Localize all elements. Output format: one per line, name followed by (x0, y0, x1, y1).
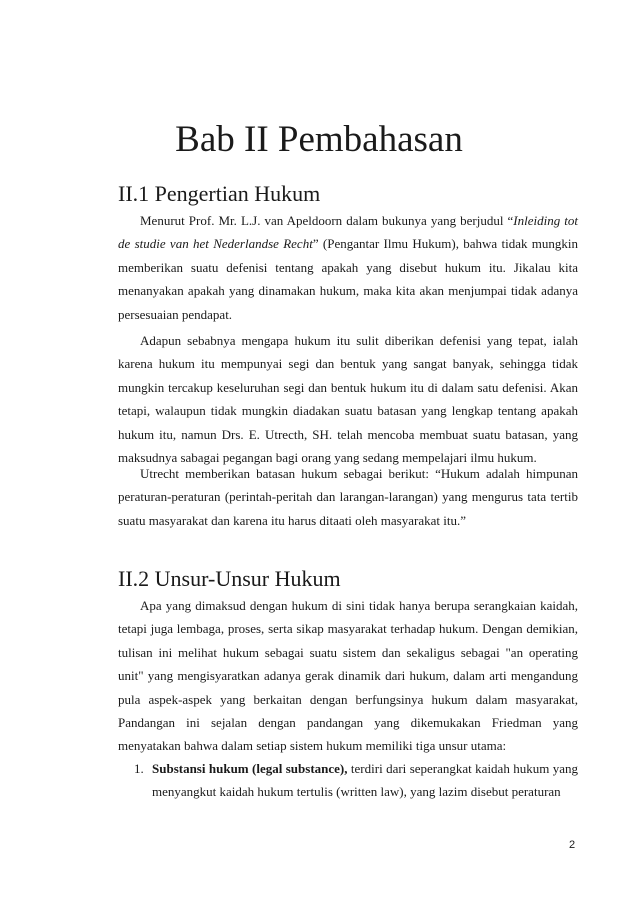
list-item-text: terdiri dari seperangkat kaidah hukum yang menyangkut kaidah hukum tertulis (written law), yang lazim disebut peraturan (152, 761, 578, 800)
paragraph-text: ” (Pengantar Ilmu Hukum), bahwa tidak mungkin memberikan suatu defenisi tentang apakah yang disebut hukum itu. Jikalau kita menanyakan apakah yang dinamakan hukum, maka kita akan menjumpai tidak adanya persesuaian pendapat. (118, 236, 579, 322)
paragraph: Adapun sebabnya mengapa hukum itu sulit diberikan defenisi yang tepat, ialah karena hukum itu mempunyai segi dan bentuk yang sangat banyak, sehingga tidak mungkin tercakup keseluruhan segi dan bentuk hukum itu di dalam satu defenisi. Akan tetapi, walaupun tidak mungkin diadakan suatu batasan yang lengkap tentang apakah hukum itu, namun Drs. E. Utrecth, SH. telah mencoba membuat suatu batasan, yang maksudnya sabagai pegangan bagi orang yang sedang mempelajari ilmu hukum. (118, 333, 578, 466)
chapter-title: Bab II Pembahasan (175, 119, 463, 160)
section-heading-pengertian-hukum: II.1 Pengertian Hukum (118, 181, 321, 206)
section-heading-unsur-unsur-hukum: II.2 Unsur-Unsur Hukum (118, 566, 341, 591)
numbered-list (118, 757, 578, 804)
paragraph: Apa yang dimaksud dengan hukum di sini tidak hanya berupa serangkaian kaidah, tetapi juga lembaga, proses, serta sikap masyarakat terhadap hukum. Dengan demikian, tulisan ini melihat hukum sebagai suatu sistem dan sekaligus sebagai "an operating unit" yang mengisyaratkan adanya gerak dinamik dari hukum, dalam arti mengandung pula aspek-aspek yang berkaitan dengan berfungsinya hukum dalam masyarakat, Pandangan ini sejalan dengan pandangan yang dikemukakan Friedman yang menyatakan bahwa dalam setiap sistem hukum memiliki tiga unsur utama: (118, 598, 578, 754)
list-item-term: Substansi hukum (legal substance), (152, 761, 348, 776)
paragraph: Utrecht memberikan batasan hukum sebagai berikut: “Hukum adalah himpunan peraturan-peraturan (perintah-peritah dan larangan-larangan) yang mengurus tata tertib suatu masyarakat dan karena itu harus ditaati oleh masyarakat itu.” (118, 466, 578, 528)
paragraph-text: Menurut Prof. Mr. L.J. van Apeldoorn dalam bukunya yang berjudul “ (140, 213, 514, 228)
book-title: Inleiding tot de studie van het Nederlandse Recht (118, 213, 578, 252)
list-item-number: 1. (134, 761, 144, 776)
paragraph (118, 209, 578, 326)
page-number: 2 (569, 839, 576, 851)
list-item (118, 757, 578, 804)
